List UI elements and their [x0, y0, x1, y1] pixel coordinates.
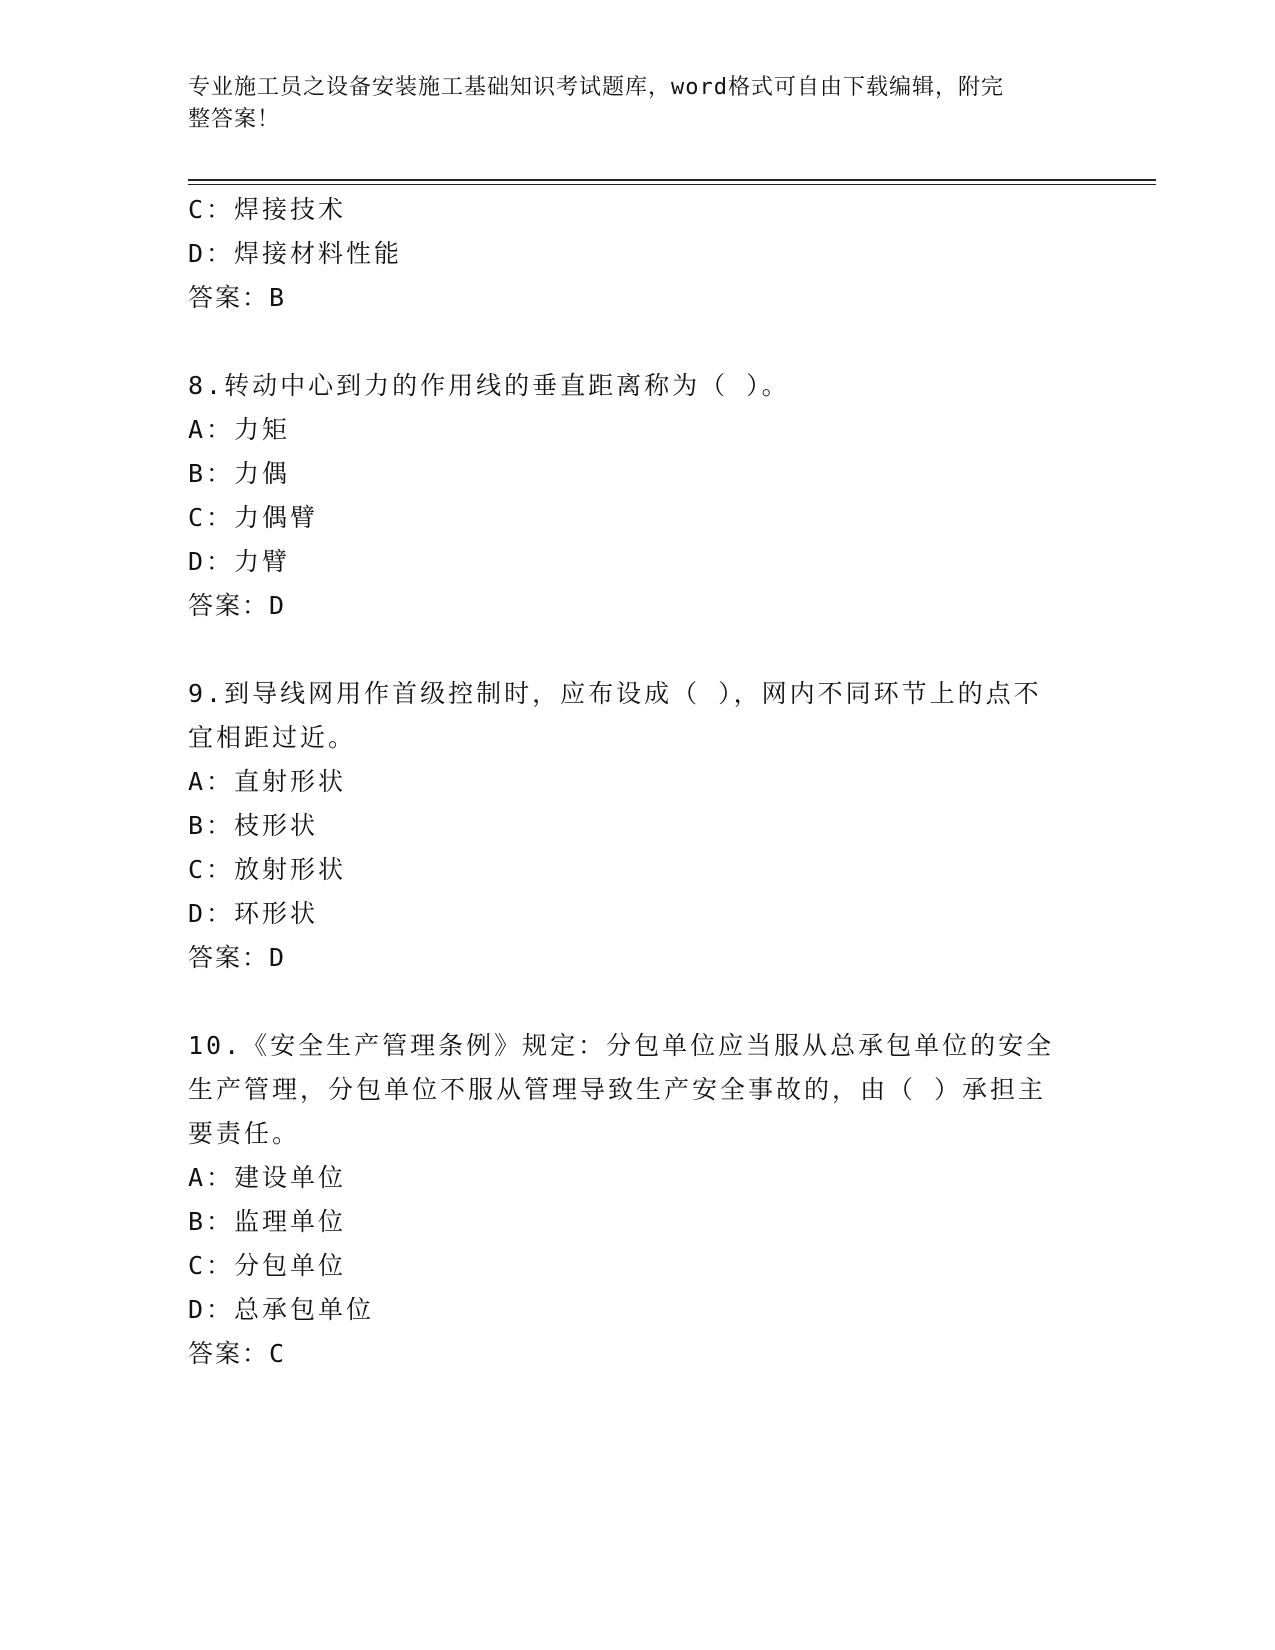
prev-option-d: D：焊接材料性能 [188, 239, 403, 268]
q10-option-a: A：建设单位 [188, 1163, 347, 1192]
answer-value: D [269, 943, 287, 972]
header-rule-thin [188, 184, 1156, 185]
q10-stem-line-1: 10.《安全生产管理条例》规定：分包单位应当服从总承包单位的安全 [188, 1031, 1055, 1060]
answer-label: 答案： [188, 1339, 270, 1368]
q8-stem: 8.转动中心到力的作用线的垂直距离称为（ ）。 [188, 371, 790, 400]
q10-stem-line-2: 生产管理，分包单位不服从管理导致生产安全事故的，由（ ）承担主 [188, 1075, 1047, 1104]
q10-option-d: D：总承包单位 [188, 1295, 375, 1324]
q9-option-b: B：枝形状 [188, 811, 319, 840]
q8-option-d: D：力臂 [188, 547, 291, 576]
q8-option-c: C：力偶臂 [188, 503, 319, 532]
answer-label: 答案： [188, 283, 270, 312]
answer-value: B [269, 283, 287, 312]
answer-value: C [269, 1339, 287, 1368]
answer-label: 答案： [188, 943, 270, 972]
q8-option-b: B：力偶 [188, 459, 291, 488]
document-header [188, 72, 1088, 136]
header-rule-thick [188, 179, 1156, 181]
q10-option-c: C：分包单位 [188, 1251, 347, 1280]
q9-answer [188, 942, 286, 974]
q9-option-a: A：直射形状 [188, 767, 347, 796]
prev-answer [188, 282, 286, 314]
q8-answer [188, 590, 286, 622]
q10-answer [188, 1338, 286, 1370]
q10-stem-line-3: 要责任。 [188, 1119, 301, 1148]
header-line-2: 整答案！ [188, 107, 281, 132]
prev-option-c: C：焊接技术 [188, 195, 347, 224]
q9-option-c: C：放射形状 [188, 855, 347, 884]
q9-stem-line-1: 9.到导线网用作首级控制时，应布设成（ ），网内不同环节上的点不 [188, 679, 1042, 708]
q9-stem-line-2: 宜相距过近。 [188, 723, 357, 752]
answer-value: D [269, 591, 287, 620]
answer-label: 答案： [188, 591, 270, 620]
header-line-1: 专业施工员之设备安装施工基础知识考试题库，word格式可自由下载编辑，附完 [188, 75, 1004, 100]
q10-option-b: B：监理单位 [188, 1207, 347, 1236]
q9-option-d: D：环形状 [188, 899, 319, 928]
q8-option-a: A：力矩 [188, 415, 291, 444]
